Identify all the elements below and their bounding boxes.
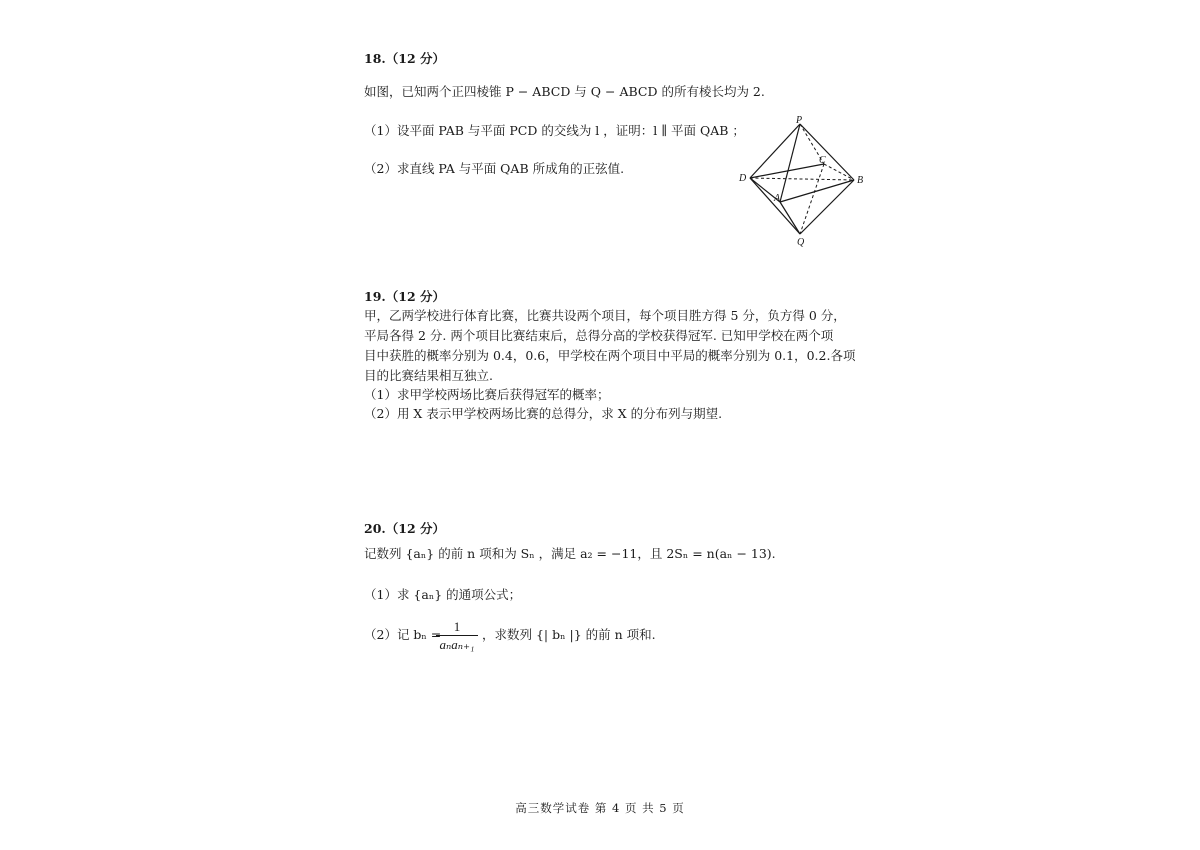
octahedron-figure (734, 116, 870, 248)
edge-CB-hidden (824, 164, 854, 180)
fraction-bar (436, 635, 478, 636)
edge-AQ (780, 202, 800, 234)
label-Q: Q (797, 237, 805, 248)
q18-part2: （2）求直线 PA 与平面 QAB 所成角的正弦值. (364, 161, 625, 176)
q19-header: 19.（12 分） (364, 289, 445, 304)
label-B: B (857, 175, 864, 186)
q20-part2-suffix: ，求数列 {| bₙ |} 的前 n 项和. (482, 627, 656, 642)
q18-stem: 如图，已知两个正四棱锥 P − ABCD 与 Q − ABCD 的所有棱长均为 2. (364, 84, 765, 99)
label-P: P (796, 116, 803, 126)
edge-PA (780, 124, 800, 202)
edge-PB (800, 124, 854, 180)
q20-header: 20.（12 分） (364, 521, 445, 536)
q19-line2: 平局各得 2 分. 两个项目比赛结束后，总得分高的学校获得冠军. 已知甲学校在两个项 (364, 328, 834, 343)
q18-header: 18.（12 分） (364, 51, 445, 66)
fraction-denominator: aₙaₙ₊₁ (439, 637, 475, 652)
label-D: D (739, 173, 747, 184)
edge-DQ (750, 178, 800, 234)
label-A: A (774, 193, 781, 204)
edge-CQ-hidden (800, 164, 824, 234)
q19-line4: 目的比赛结果相互独立. (364, 368, 493, 383)
q19-line1: 甲，乙两学校进行体育比赛，比赛共设两个项目，每个项目胜方得 5 分，负方得 0 分， (364, 308, 846, 323)
fraction-numerator: 1 (453, 619, 461, 634)
q18-part1: （1）设平面 PAB 与平面 PCD 的交线为 l ，证明：l ∥ 平面 QAB ； (364, 123, 745, 138)
q19-part1: （1）求甲学校两场比赛后获得冠军的概率； (364, 387, 610, 402)
q20-part2-prefix: （2）记 bₙ = (364, 627, 442, 642)
diagonal-DB-hidden (750, 178, 854, 180)
q19-line3: 目中获胜的概率分别为 0.4，0.6，甲学校在两个项目中平局的概率分别为 0.1，0.2.各项 (364, 348, 856, 363)
label-C: C (819, 155, 826, 166)
page-footer: 高三数学试卷 第 4 页 共 5 页 (515, 800, 685, 815)
q20-part1: （1）求 {aₙ} 的通项公式； (364, 587, 522, 602)
q20-stem: 记数列 {aₙ} 的前 n 项和为 Sₙ ，满足 a₂ = −11，且 2Sₙ = n(aₙ − 13). (364, 546, 776, 561)
q19-part2: （2）用 X 表示甲学校两场比赛的总得分，求 X 的分布列与期望. (364, 406, 723, 421)
b-n-fraction (436, 619, 478, 652)
